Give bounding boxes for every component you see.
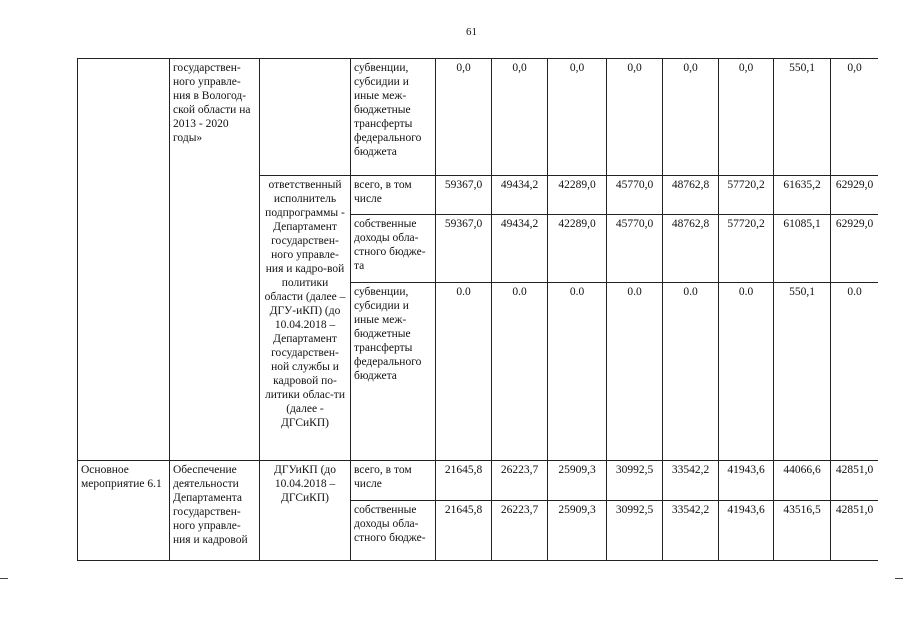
value-cell: 57720,2	[719, 215, 774, 283]
value-cell: 62929,0	[831, 215, 879, 283]
value-cell: 57720,2	[719, 176, 774, 215]
value-cell: 33542,2	[663, 501, 719, 561]
value-cell: 0,0	[492, 59, 548, 176]
value-cell: 42289,0	[548, 215, 607, 283]
value-cell: 0.0	[492, 283, 548, 461]
activity-name-cell: Основное мероприятие 6.1	[78, 461, 170, 561]
value-cell: 59367,0	[436, 176, 492, 215]
value-cell: 550,1	[774, 59, 831, 176]
value-cell: 62929,0	[831, 176, 879, 215]
value-cell: 45770,0	[607, 215, 663, 283]
value-cell: 0.0	[436, 283, 492, 461]
program-name-cell: государствен-ного управле-ния в Вологод-ской области на 2013 - 2020 годы»	[170, 59, 260, 461]
funding-source-cell: собственные доходы обла-стного бюдже-	[351, 501, 436, 561]
table-row	[78, 461, 879, 501]
value-cell: 33542,2	[663, 461, 719, 501]
value-cell: 49434,2	[492, 176, 548, 215]
budget-table-frame	[77, 58, 878, 570]
value-cell: 0.0	[719, 283, 774, 461]
activity-description-cell: Обеспечение деятельности Департамента государствен-ного управле-ния и кадровой	[170, 461, 260, 561]
value-cell: 61635,2	[774, 176, 831, 215]
value-cell: 0,0	[663, 59, 719, 176]
scan-mark	[895, 578, 903, 579]
value-cell: 21645,8	[436, 501, 492, 561]
value-cell: 0,0	[607, 59, 663, 176]
value-cell: 0,0	[719, 59, 774, 176]
page-number: 61	[466, 26, 477, 38]
value-cell: 30992,5	[607, 501, 663, 561]
value-cell: 59367,0	[436, 215, 492, 283]
budget-table	[77, 58, 878, 561]
value-cell: 0,0	[831, 59, 879, 176]
value-cell: 26223,7	[492, 501, 548, 561]
value-cell: 42851,0	[831, 501, 879, 561]
value-cell: 550,1	[774, 283, 831, 461]
value-cell: 41943,6	[719, 501, 774, 561]
value-cell: 61085,1	[774, 215, 831, 283]
value-cell: 42851,0	[831, 461, 879, 501]
value-cell: 0,0	[436, 59, 492, 176]
funding-source-cell: субвенции, субсидии и иные меж-бюджетные трансферты федерального бюджета	[351, 59, 436, 176]
empty-cell	[78, 59, 170, 461]
value-cell: 0.0	[607, 283, 663, 461]
value-cell: 25909,3	[548, 501, 607, 561]
value-cell: 48762,8	[663, 176, 719, 215]
value-cell: 48762,8	[663, 215, 719, 283]
value-cell: 21645,8	[436, 461, 492, 501]
value-cell: 25909,3	[548, 461, 607, 501]
value-cell: 49434,2	[492, 215, 548, 283]
value-cell: 42289,0	[548, 176, 607, 215]
activity-executor-cell: ДГУиКП (до 10.04.2018 – ДГСиКП)	[260, 461, 351, 561]
value-cell: 0.0	[663, 283, 719, 461]
value-cell: 0.0	[831, 283, 879, 461]
funding-source-cell: собственные доходы обла-стного бюдже-та	[351, 215, 436, 283]
executor-cell-empty	[260, 59, 351, 176]
funding-source-cell: всего, в том числе	[351, 461, 436, 501]
value-cell: 43516,5	[774, 501, 831, 561]
value-cell: 0.0	[548, 283, 607, 461]
value-cell: 45770,0	[607, 176, 663, 215]
value-cell: 26223,7	[492, 461, 548, 501]
value-cell: 44066,6	[774, 461, 831, 501]
value-cell: 41943,6	[719, 461, 774, 501]
table-row	[78, 59, 879, 176]
funding-source-cell: всего, в том числе	[351, 176, 436, 215]
value-cell: 0,0	[548, 59, 607, 176]
scan-mark	[0, 578, 8, 579]
executor-cell: ответственный исполнитель подпрограммы - Департамент государствен-ного управле-ния и кадро-вой политики области (далее – ДГУ-иКП) (до 10.04.2018 – Департамент государствен-ной службы и кадровой по-литики облас-ти (далее - ДГСиКП)	[260, 176, 351, 461]
funding-source-cell: субвенции, субсидии и иные меж-бюджетные трансферты федерального бюджета	[351, 283, 436, 461]
value-cell: 30992,5	[607, 461, 663, 501]
